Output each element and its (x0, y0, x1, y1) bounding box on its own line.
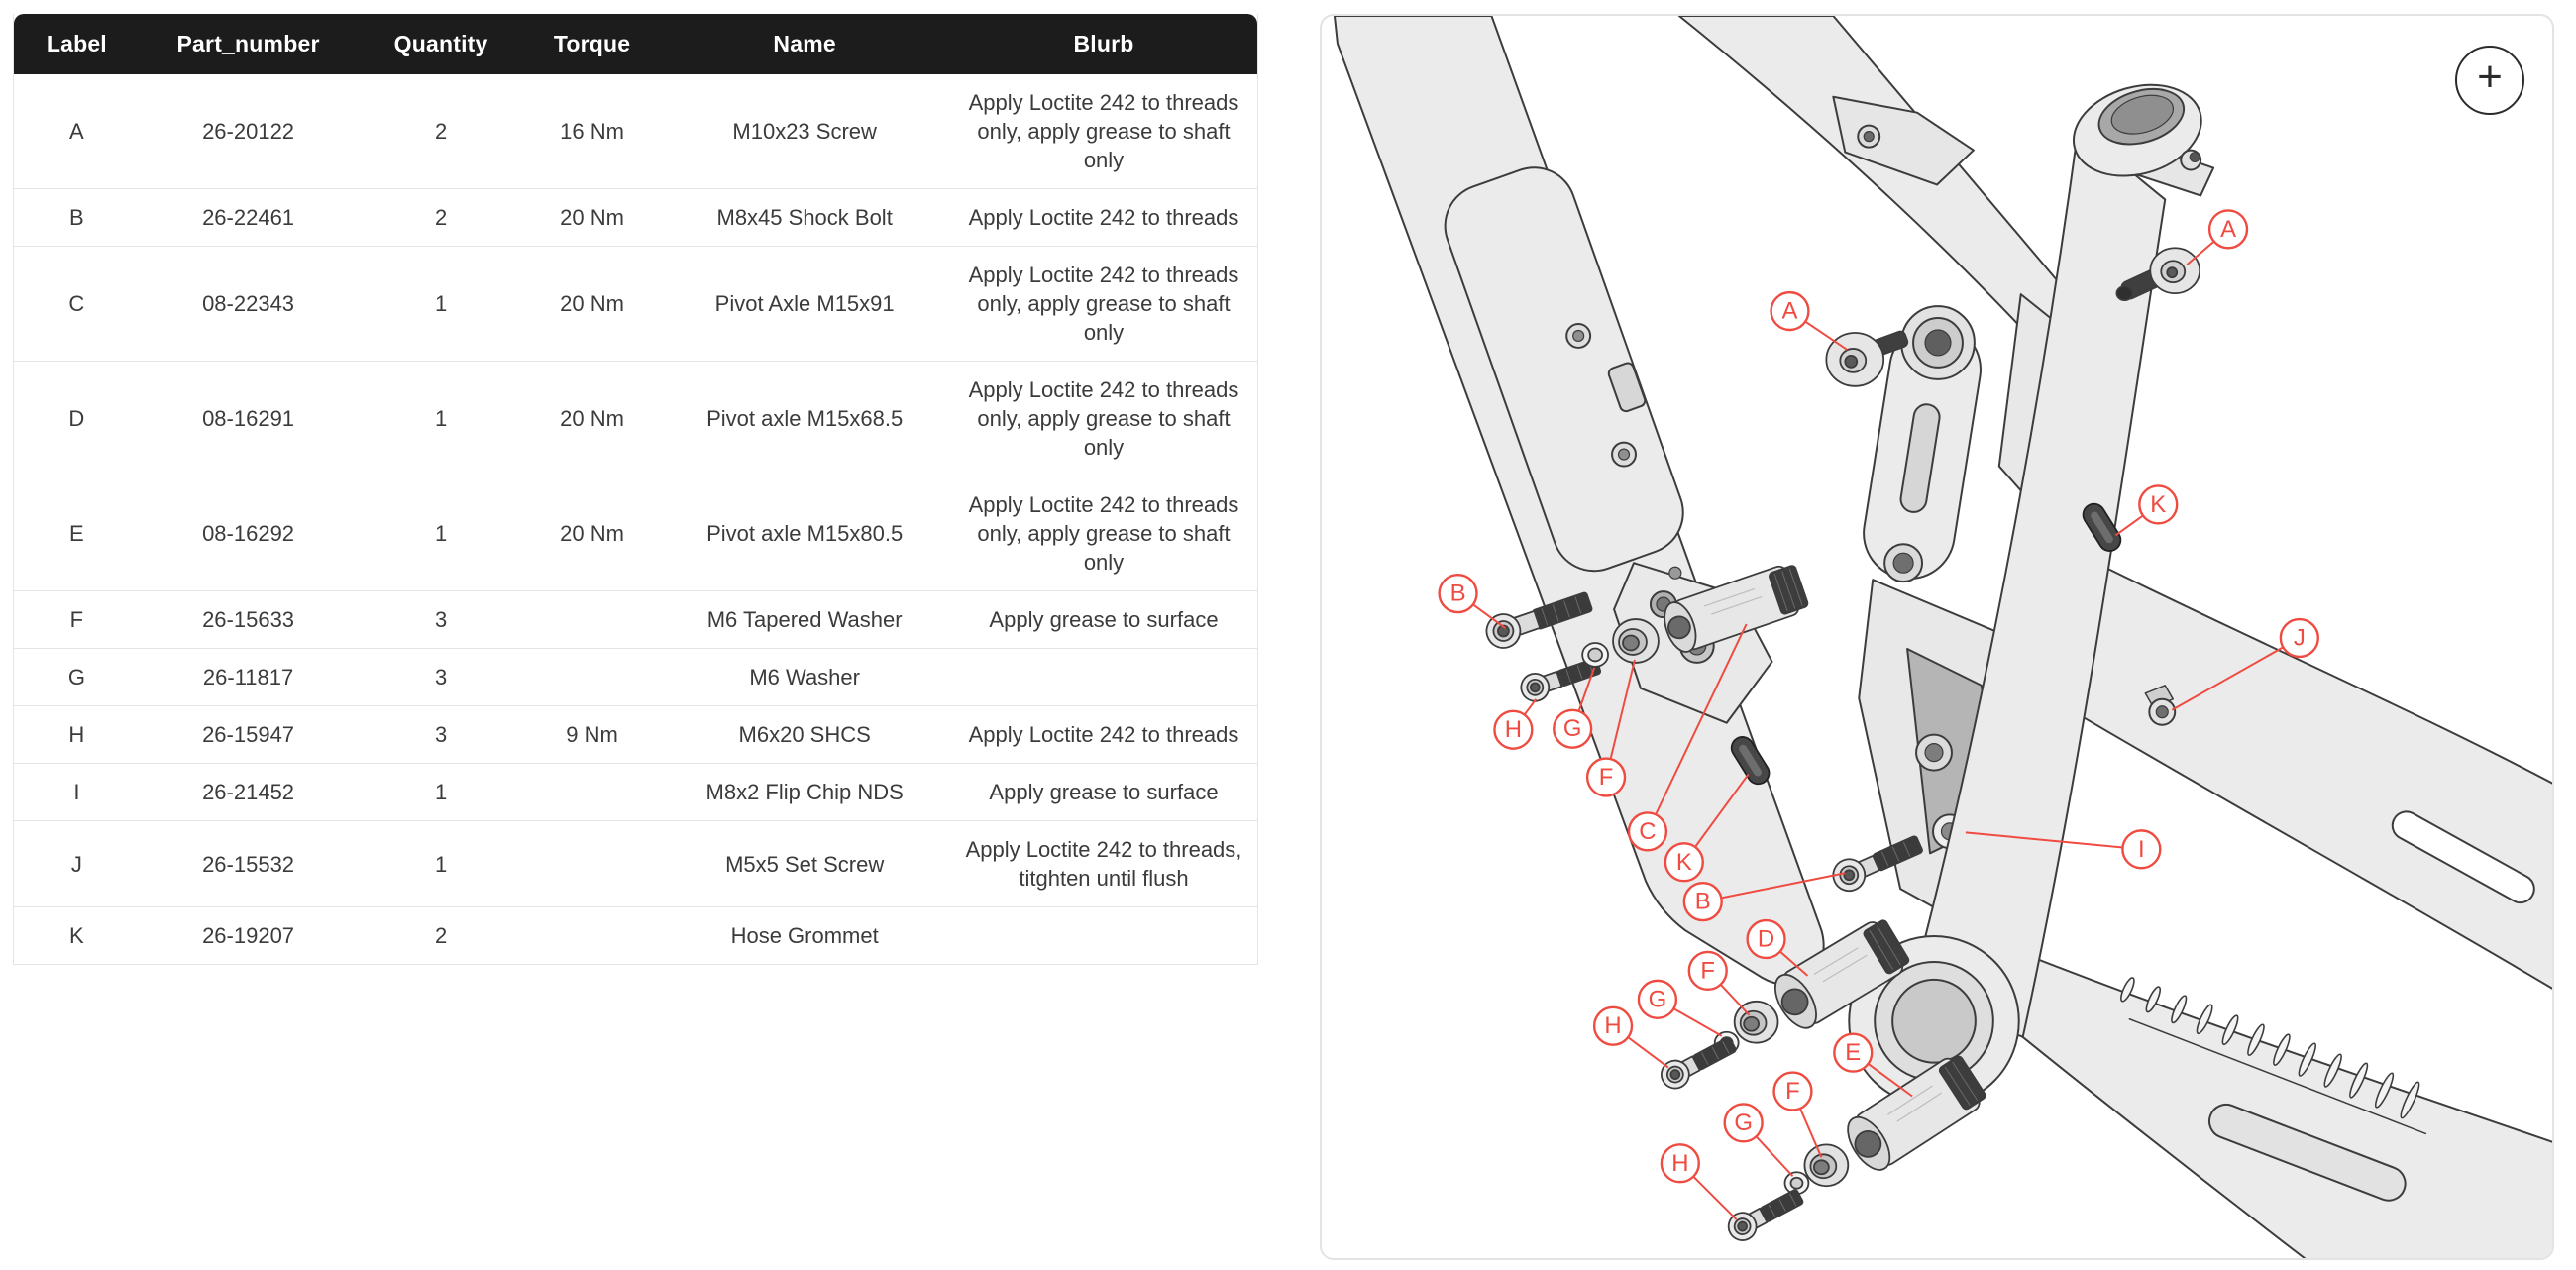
chain-stay (1986, 948, 2552, 1258)
callout-A (1771, 292, 1809, 330)
table-row-D (14, 362, 1257, 476)
callout-F (1689, 952, 1727, 990)
cell-blurb: Apply Loctite 242 to threads (950, 189, 1257, 247)
cell-label: F (14, 591, 140, 649)
cell-torque (525, 821, 660, 907)
cell-torque: 20 Nm (525, 362, 660, 476)
parts-table-header (14, 14, 1257, 74)
cell-label: K (14, 907, 140, 964)
table-row-I (14, 764, 1257, 821)
callout-E (1834, 1034, 1872, 1072)
callout-D (1748, 920, 1785, 958)
cell-quantity: 1 (357, 362, 524, 476)
svg-text:B: B (1449, 580, 1466, 607)
cell-torque: 16 Nm (525, 74, 660, 189)
cell-torque: 9 Nm (525, 706, 660, 764)
callout-H (1662, 1144, 1699, 1182)
svg-text:I: I (2138, 835, 2145, 863)
top-tube (1679, 16, 2068, 338)
cell-name: M6 Washer (659, 649, 950, 706)
svg-text:F: F (1785, 1078, 1800, 1106)
column-header-label: Label (14, 14, 140, 74)
svg-text:F: F (1700, 957, 1716, 985)
cell-quantity: 1 (357, 821, 524, 907)
callout-G (1725, 1104, 1763, 1141)
svg-text:K: K (2150, 490, 2167, 518)
callout-B (1440, 575, 1477, 612)
svg-text:A: A (2220, 215, 2237, 243)
cell-label: I (14, 764, 140, 821)
svg-text:H: H (1671, 1149, 1689, 1177)
table-row-J (14, 821, 1257, 907)
callout-I (2122, 830, 2160, 868)
cell-label: C (14, 247, 140, 362)
cell-label: A (14, 74, 140, 189)
cell-blurb: Apply grease to surface (950, 764, 1257, 821)
zoom-in-button[interactable]: + (2455, 46, 2524, 115)
callout-K (1665, 843, 1703, 881)
cell-part_number: 26-22461 (140, 189, 358, 247)
table-row-K (14, 907, 1257, 964)
cell-label: D (14, 362, 140, 476)
cell-torque (525, 591, 660, 649)
cell-part_number: 08-16291 (140, 362, 358, 476)
cell-label: B (14, 189, 140, 247)
svg-text:D: D (1757, 925, 1775, 953)
bike-frame-diagram (1322, 16, 2552, 1258)
cell-name: Pivot axle M15x80.5 (659, 476, 950, 591)
cell-quantity: 2 (357, 907, 524, 964)
cell-quantity: 2 (357, 189, 524, 247)
cell-blurb: Apply grease to surface (950, 591, 1257, 649)
cell-quantity: 3 (357, 706, 524, 764)
cell-torque (525, 764, 660, 821)
cell-name: M8x2 Flip Chip NDS (659, 764, 950, 821)
svg-text:C: C (1639, 817, 1657, 845)
cell-part_number: 08-22343 (140, 247, 358, 362)
cell-quantity: 3 (357, 649, 524, 706)
cell-torque: 20 Nm (525, 189, 660, 247)
cell-name: Pivot Axle M15x91 (659, 247, 950, 362)
svg-text:G: G (1648, 986, 1667, 1013)
cell-blurb: Apply Loctite 242 to threads only, apply grease to shaft only (950, 476, 1257, 591)
svg-text:E: E (1845, 1039, 1862, 1067)
cell-label: J (14, 821, 140, 907)
table-row-G (14, 649, 1257, 706)
cell-blurb: Apply Loctite 242 to threads only, apply grease to shaft only (950, 362, 1257, 476)
seat-stay (2043, 551, 2552, 990)
callout-G (1554, 710, 1591, 748)
callout-C (1629, 812, 1666, 850)
callout-K (2139, 485, 2177, 523)
cell-part_number: 26-11817 (140, 649, 358, 706)
svg-text:G: G (1562, 715, 1582, 743)
callout-F (1587, 759, 1625, 796)
cell-part_number: 08-16292 (140, 476, 358, 591)
table-row-B (14, 189, 1257, 247)
cell-torque: 20 Nm (525, 247, 660, 362)
column-header-part_number: Part_number (140, 14, 358, 74)
svg-text:J: J (2293, 624, 2306, 652)
column-header-name: Name (659, 14, 950, 74)
svg-text:K: K (1675, 848, 1692, 876)
cell-blurb: Apply Loctite 242 to threads (950, 706, 1257, 764)
cell-name: M6x20 SHCS (659, 706, 950, 764)
cell-part_number: 26-21452 (140, 764, 358, 821)
cell-quantity: 1 (357, 247, 524, 362)
cell-part_number: 26-15947 (140, 706, 358, 764)
table-row-A (14, 74, 1257, 189)
cell-blurb (950, 907, 1257, 964)
table-row-H (14, 706, 1257, 764)
cell-name: Pivot axle M15x68.5 (659, 362, 950, 476)
cell-quantity: 2 (357, 74, 524, 189)
cell-torque (525, 649, 660, 706)
cell-quantity: 3 (357, 591, 524, 649)
cell-part_number: 26-19207 (140, 907, 358, 964)
svg-text:H: H (1604, 1012, 1622, 1040)
column-header-blurb: Blurb (950, 14, 1257, 74)
parts-table (13, 14, 1258, 965)
callout-G (1639, 981, 1676, 1018)
svg-text:G: G (1734, 1109, 1753, 1136)
callout-F (1774, 1073, 1812, 1111)
callout-A (2209, 210, 2247, 248)
cell-label: G (14, 649, 140, 706)
cell-name: M5x5 Set Screw (659, 821, 950, 907)
cell-blurb: Apply Loctite 242 to threads, titghten until flush (950, 821, 1257, 907)
cell-blurb: Apply Loctite 242 to threads only, apply grease to shaft only (950, 247, 1257, 362)
cell-quantity: 1 (357, 764, 524, 821)
column-header-torque: Torque (525, 14, 660, 74)
callout-B (1684, 883, 1722, 920)
cell-name: M10x23 Screw (659, 74, 950, 189)
cell-part_number: 26-20122 (140, 74, 358, 189)
exploded-diagram-panel (1320, 14, 2554, 1260)
cell-blurb (950, 649, 1257, 706)
table-row-C (14, 247, 1257, 362)
cell-part_number: 26-15633 (140, 591, 358, 649)
svg-text:B: B (1694, 888, 1711, 915)
cell-name: Hose Grommet (659, 907, 950, 964)
cell-blurb: Apply Loctite 242 to threads only, apply grease to shaft only (950, 74, 1257, 189)
cell-label: E (14, 476, 140, 591)
callout-H (1494, 711, 1532, 749)
svg-text:H: H (1504, 716, 1523, 744)
column-header-quantity: Quantity (357, 14, 524, 74)
svg-text:A: A (1781, 297, 1798, 325)
callout-J (2281, 619, 2318, 657)
cell-part_number: 26-15532 (140, 821, 358, 907)
cell-torque (525, 907, 660, 964)
callout-H (1594, 1007, 1632, 1045)
cell-torque: 20 Nm (525, 476, 660, 591)
cell-name: M8x45 Shock Bolt (659, 189, 950, 247)
cell-name: M6 Tapered Washer (659, 591, 950, 649)
cell-quantity: 1 (357, 476, 524, 591)
cell-label: H (14, 706, 140, 764)
table-row-E (14, 476, 1257, 591)
svg-text:F: F (1598, 764, 1614, 792)
table-row-F (14, 591, 1257, 649)
